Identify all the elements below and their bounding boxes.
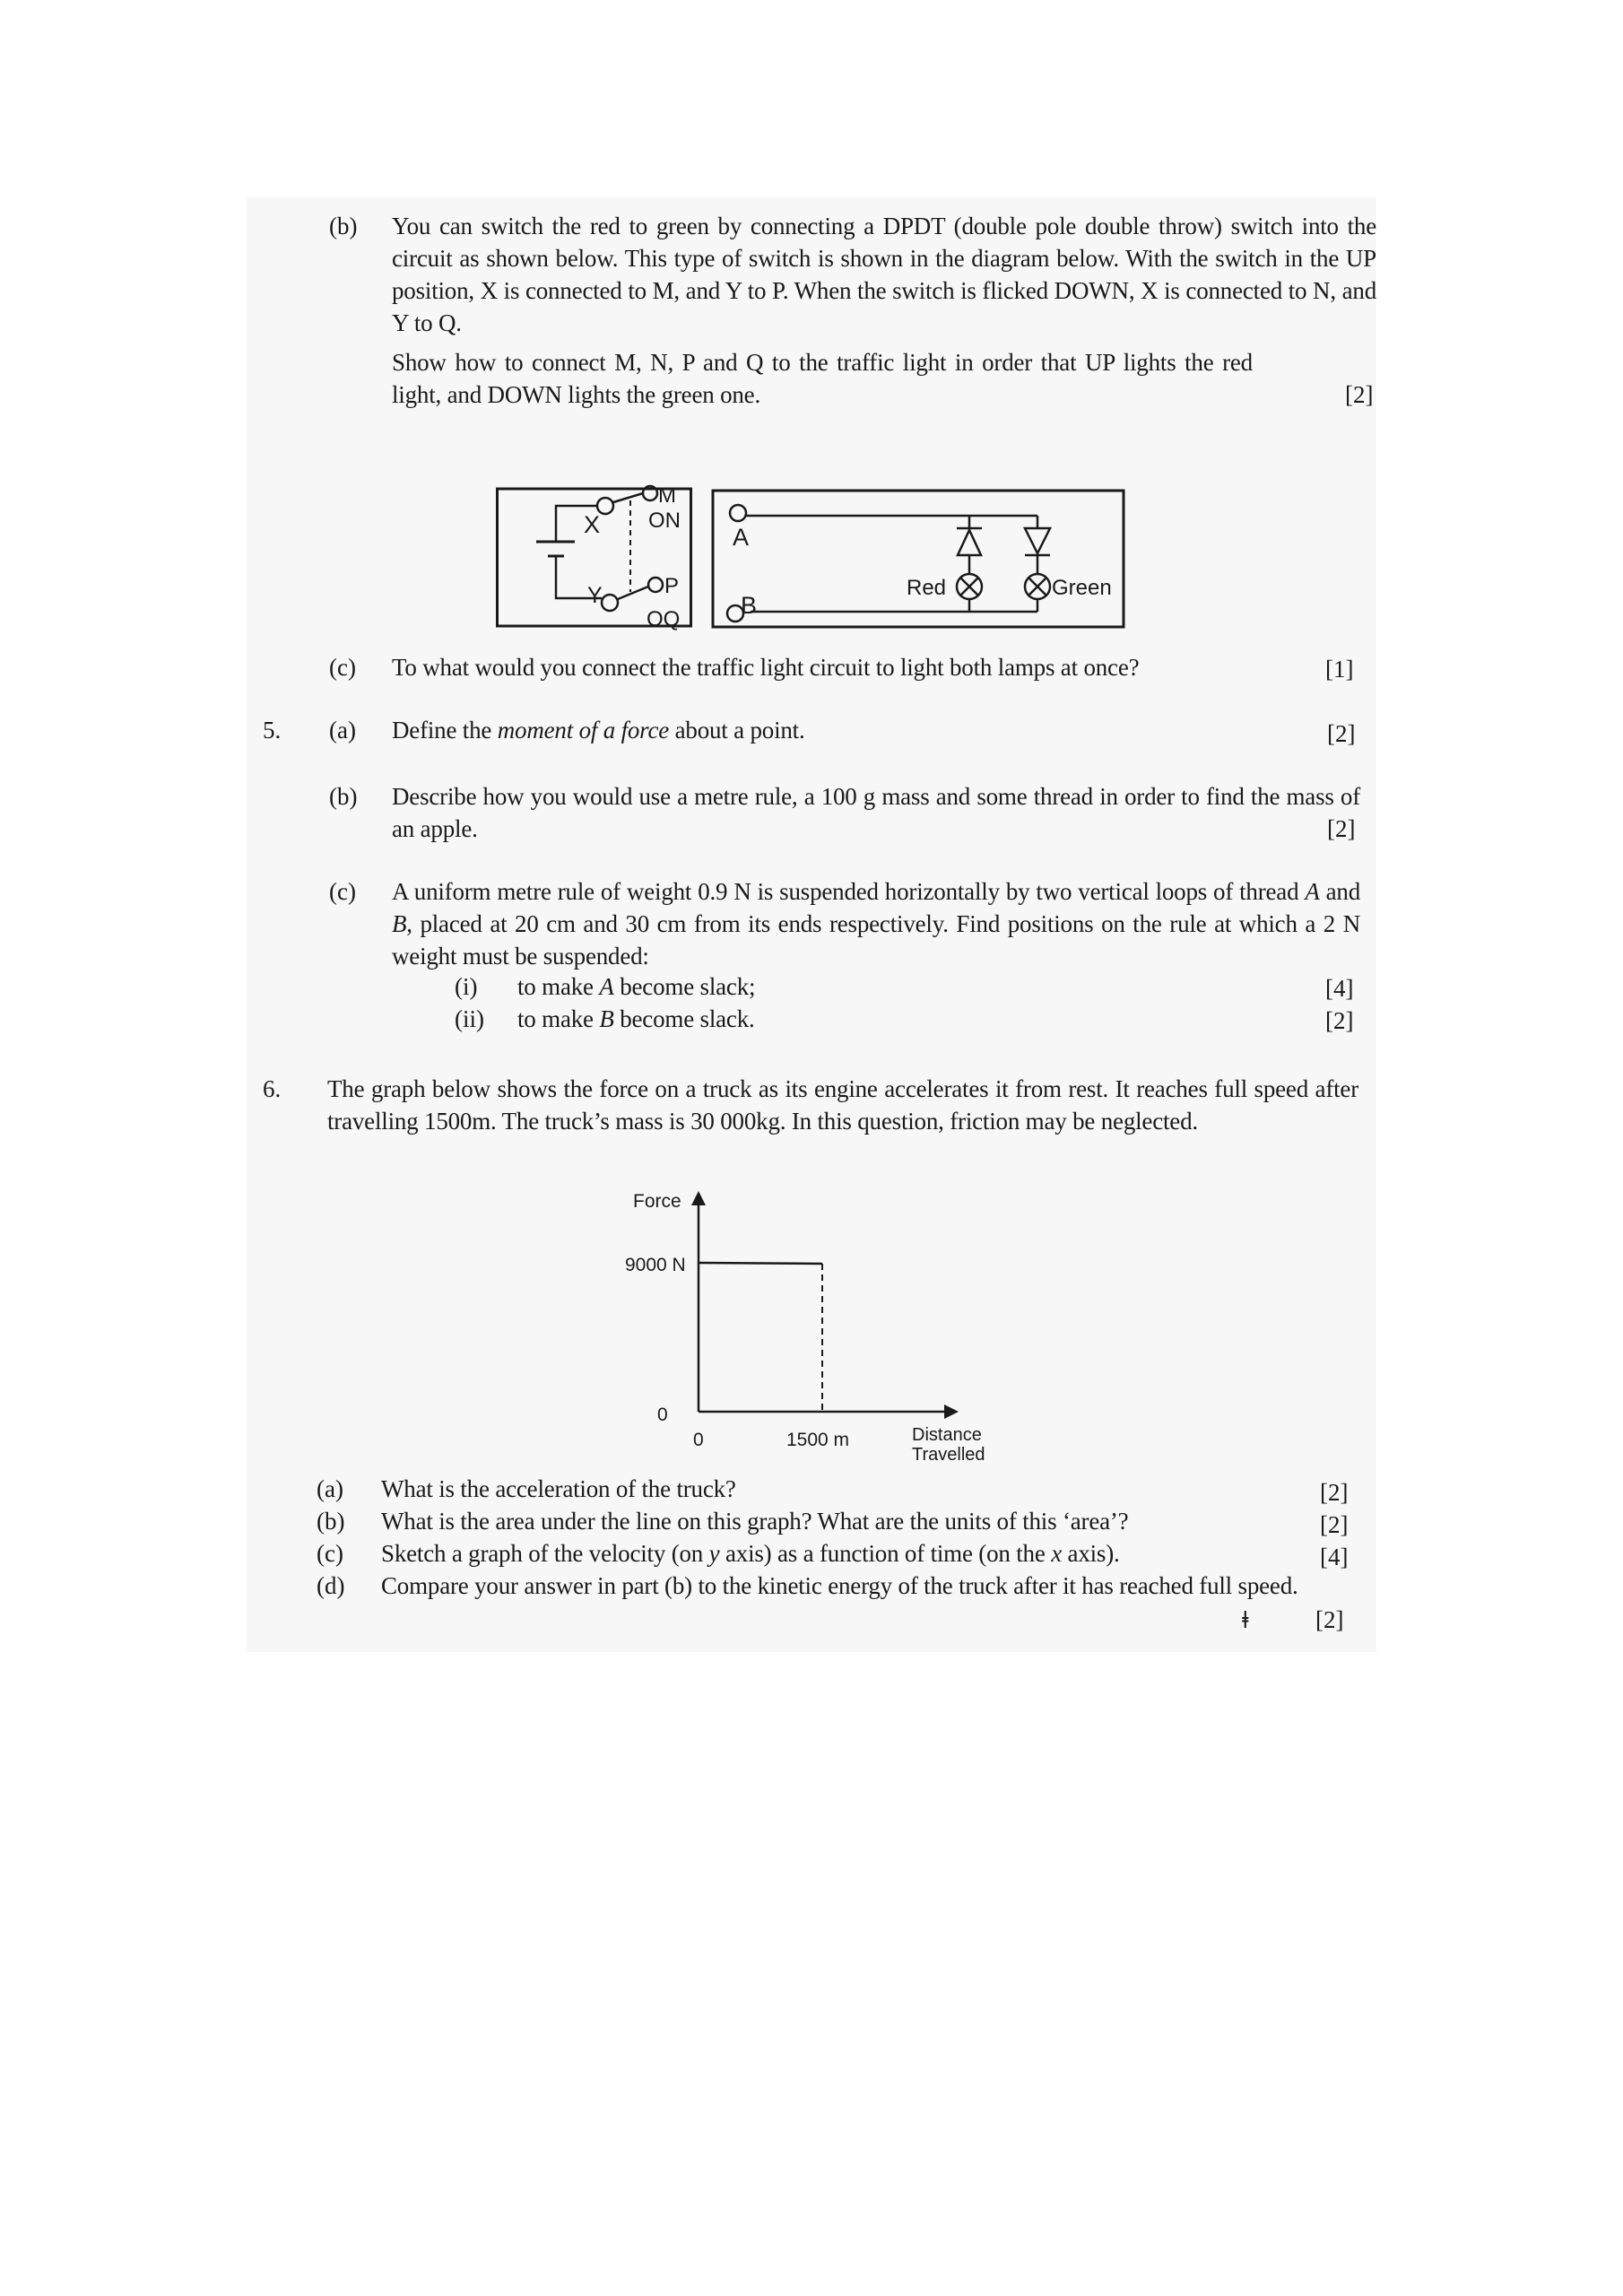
- q5cii-label: (ii): [455, 1005, 484, 1032]
- q5-number: 5.: [263, 717, 282, 744]
- q5c-text-2: and: [1319, 878, 1360, 905]
- q5ci-var: A: [599, 973, 614, 1000]
- q6d-marks: [2]: [1315, 1606, 1344, 1633]
- q5ci-text-end: become slack;: [613, 973, 756, 1000]
- graph-x-tick-1500: 1500 m: [786, 1430, 850, 1450]
- q6-number: 6.: [263, 1075, 282, 1102]
- q6d-stray-mark: ǂ: [1242, 1606, 1249, 1633]
- q6d-text: Compare your answer in part (b) to the kinetic energy of the truck after it has reached full speed.: [381, 1572, 1298, 1599]
- q5c-text: [392, 875, 1360, 972]
- graph-y-axis-label: Force: [633, 1191, 681, 1212]
- q6d-label: (d): [317, 1572, 345, 1599]
- q5cii-text-end: become slack.: [613, 1005, 755, 1032]
- q5a-text: [392, 714, 1199, 746]
- terminal-label-b: B: [741, 592, 758, 619]
- q6-intro: The graph below shows the force on a truck as its engine accelerates it from rest. It reaches full speed after travelling 1500m. The truck’s mass is 30 000kg. In this question, friction may be neglected.: [327, 1075, 1358, 1135]
- q6c-text-3: axis).: [1061, 1540, 1120, 1567]
- q5b-text: Describe how you would use a metre rule, a 100 g mass and some thread in order to find the mass of an apple.: [392, 783, 1360, 842]
- switch-label-m: M: [658, 483, 676, 508]
- q6c-text: [381, 1537, 1120, 1570]
- q4b-label: (b): [329, 213, 358, 239]
- q5ci-text-start: to make: [517, 973, 600, 1000]
- q5c-thread-a: A: [1305, 878, 1320, 905]
- q5cii-text: [517, 1003, 755, 1035]
- q5ci-label: (i): [455, 973, 478, 1000]
- q4b-marks: [2]: [1345, 381, 1374, 408]
- q6c-y: y: [708, 1540, 720, 1567]
- q4c-label: (c): [329, 654, 356, 681]
- q6a-marks: [2]: [1320, 1479, 1349, 1506]
- terminal-label-a: A: [733, 524, 750, 551]
- q4b-paragraph-1: You can switch the red to green by connecting a DPDT (double pole double throw) switch into the circuit as shown below. This type of switch is shown in the diagram below. With the switch in the UP position, X is connected to M, and Y to P. When the switch is flicked DOWN, X is connected to N, and Y to Q.: [392, 213, 1376, 336]
- q6a-label: (a): [317, 1475, 343, 1502]
- q6c-text-1: Sketch a graph of the velocity (on: [381, 1540, 709, 1567]
- q5a-label: (a): [329, 717, 356, 744]
- q5c-text-1: A uniform metre rule of weight 0.9 N is suspended horizontally by two vertical loops of thread: [392, 878, 1306, 905]
- q5a-term: moment of a force: [497, 717, 670, 744]
- q5ci-text: [517, 970, 755, 1003]
- switch-label-y: Y: [587, 583, 603, 608]
- switch-label-p: P: [664, 574, 680, 598]
- q5b-marks: [2]: [1327, 815, 1356, 842]
- q5c-text-3: , placed at 20 cm and 30 cm from its ends respectively. Find positions on the rule at which a 2 N weight must be suspended:: [392, 910, 1360, 970]
- graph-y-tick-9000: 9000 N: [625, 1255, 686, 1275]
- dpdt-switch-diagram: [496, 483, 693, 631]
- lamp-label-green: Green: [1052, 576, 1112, 600]
- q6c-marks: [4]: [1320, 1544, 1349, 1570]
- q6c-x: x: [1051, 1540, 1062, 1567]
- q6c-text-2: axis) as a function of time (on the: [719, 1540, 1052, 1567]
- graph-x-tick-0: 0: [693, 1430, 704, 1450]
- q5a-text-start: Define the: [392, 717, 498, 744]
- q4c-text: To what would you connect the traffic light circuit to light both lamps at once?: [392, 654, 1140, 681]
- q6a-text: What is the acceleration of the truck?: [381, 1475, 736, 1502]
- lamp-label-red: Red: [907, 576, 947, 600]
- graph-y-tick-0: 0: [657, 1405, 668, 1425]
- q6b-text: What is the area under the line on this graph? What are the units of this ‘area’?: [381, 1508, 1129, 1535]
- scanned-exam-page: [247, 197, 1376, 1652]
- q4b-paragraph-2: Show how to connect M, N, P and Q to the traffic light in order that UP lights the red light, and DOWN lights the green one.: [392, 349, 1253, 408]
- q5cii-var: B: [599, 1005, 614, 1032]
- q5a-text-end: about a point.: [669, 717, 805, 744]
- graph-x-axis-label-1: Distance: [912, 1425, 982, 1445]
- q4c-marks: [1]: [1325, 656, 1354, 683]
- graph-x-axis-label-2: Travelled: [912, 1445, 985, 1465]
- traffic-light-circuit-diagram: [711, 488, 1127, 633]
- q5c-label: (c): [329, 878, 356, 905]
- q5c-thread-b: B: [392, 910, 407, 937]
- q6b-marks: [2]: [1320, 1511, 1349, 1538]
- force-distance-graph: [605, 1184, 1009, 1465]
- q5cii-text-start: to make: [517, 1005, 600, 1032]
- q5cii-marks: [2]: [1325, 1007, 1354, 1034]
- switch-label-oq: OQ: [647, 607, 681, 631]
- switch-label-on: ON: [648, 509, 681, 533]
- switch-label-x: X: [584, 511, 601, 538]
- q6c-label: (c): [317, 1540, 343, 1567]
- q5a-marks: [2]: [1327, 720, 1356, 747]
- q5ci-marks: [4]: [1325, 975, 1354, 1002]
- q5b-label: (b): [329, 783, 358, 810]
- q6b-label: (b): [317, 1508, 345, 1535]
